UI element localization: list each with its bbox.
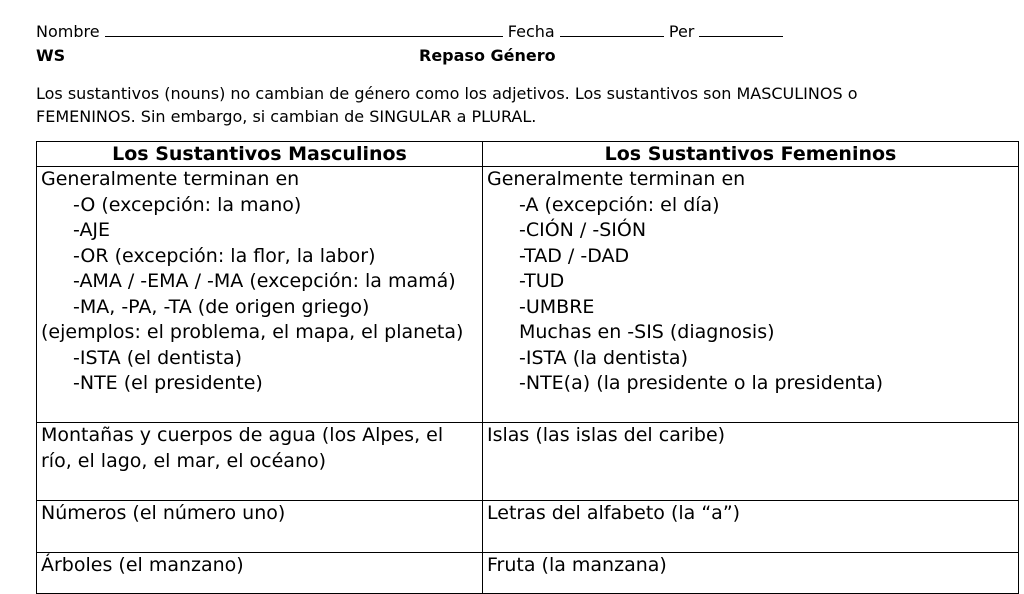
fem-cell: Fruta (la manzana) [483, 553, 1019, 594]
list-item: -OR (excepción: la flor, la labor) [73, 244, 376, 267]
list-item: -NTE (el presidente) [73, 372, 263, 394]
masculine-endings-cell [37, 167, 483, 423]
page-title: Repaso Género [419, 46, 556, 65]
nombre-label: Nombre [36, 22, 100, 41]
gender-table [36, 141, 1019, 594]
fem-cell: Islas (las islas del caribe) [483, 423, 1019, 501]
header-femeninos: Los Sustantivos Femeninos [483, 142, 1019, 167]
ws-label: WS [36, 46, 66, 65]
nombre-blank[interactable] [105, 22, 503, 37]
list-item: -ISTA (el dentista) [73, 346, 243, 369]
table-row [37, 167, 1019, 423]
fecha-label: Fecha [507, 22, 555, 41]
masc-lead: Generalmente terminan en [41, 168, 300, 190]
list-item: -O (excepción: la mano) [73, 193, 302, 216]
list-item: -MA, -PA, -TA (de origen griego) [73, 295, 370, 318]
list-item: -AMA / -EMA / -MA (excepción: la mamá) [73, 270, 456, 292]
list-item: -A (excepción: el día) [519, 193, 720, 216]
table-header-row [37, 142, 1019, 167]
intro-paragraph: Los sustantivos (nouns) no cambian de género como los adjetivos. Los sustantivos son MASCULINOS o FEMENINOS. Sin embargo, si cambian de SINGULAR a PLURAL. [36, 84, 858, 126]
table-row [37, 423, 1019, 501]
header-line [36, 22, 783, 42]
list-item: -ISTA (la dentista) [519, 346, 688, 369]
per-blank[interactable] [699, 22, 783, 37]
per-label: Per [668, 22, 695, 41]
feminine-endings-cell [483, 167, 1019, 423]
table-row [37, 501, 1019, 553]
list-item: -TUD [519, 270, 565, 292]
masc-examples: (ejemplos: el problema, el mapa, el planeta) [41, 321, 464, 343]
masc-cell: Árboles (el manzano) [37, 553, 483, 594]
masc-cell: Números (el número uno) [37, 501, 483, 553]
list-item: -NTE(a) (la presidente o la presidenta) [519, 372, 884, 394]
table-row [37, 553, 1019, 594]
list-item: Muchas en -SIS (diagnosis) [519, 321, 775, 343]
list-item: -AJE [73, 219, 111, 241]
masc-cell: Montañas y cuerpos de agua (los Alpes, el río, el lago, el mar, el océano) [37, 423, 483, 501]
fem-lead: Generalmente terminan en [487, 168, 746, 190]
fem-cell: Letras del alfabeto (la “a”) [483, 501, 1019, 553]
list-item: -CIÓN / -SIÓN [519, 219, 647, 241]
list-item: -TAD / -DAD [519, 244, 630, 267]
fecha-blank[interactable] [560, 22, 664, 37]
list-item: -UMBRE [519, 295, 595, 318]
header-masculinos: Los Sustantivos Masculinos [37, 142, 483, 167]
